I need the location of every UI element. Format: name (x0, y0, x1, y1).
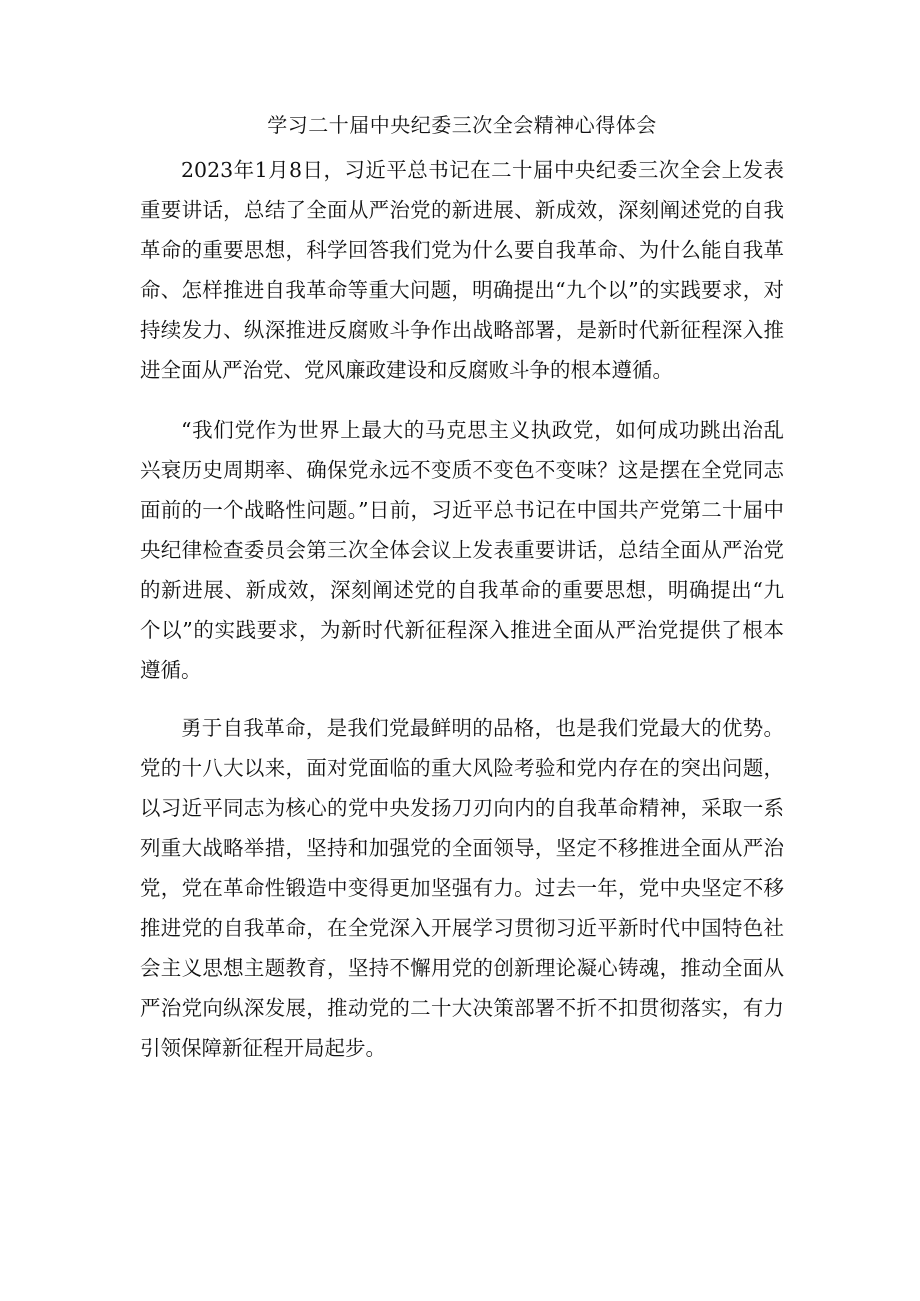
paragraph-3: 勇于自我革命，是我们党最鲜明的品格，也是我们党最大的优势。党的十八大以来，面对党面临的重大风险考验和党内存在的突出问题，以习近平同志为核心的党中央发扬刀刃向内的自我革命精神，采取一系列重大战略举措，坚持和加强党的全面领导，坚定不移推进全面从严治党，党在革命性锻造中变得更加坚强有力。过去一年，党中央坚定不移推进党的自我革命，在全党深入开展学习贯彻习近平新时代中国特色社会主义思想主题教育，坚持不懈用党的创新理论凝心铸魂，推动全面从严治党向纵深发展，推动党的二十大决策部署不折不扣贯彻落实，有力引领保障新征程开局起步。 (140, 716, 784, 1060)
document-page (140, 110, 784, 1086)
paragraph-2: “我们党作为世界上最大的马克思主义执政党，如何成功跳出治乱兴衰历史周期率、确保党永远不变质不变色不变味？这是摆在全党同志面前的一个战略性问题。”日前，习近平总书记在中国共产党第二十届中央纪律检查委员会第三次全体会议上发表重要讲话，总结全面从严治党的新进展、新成效，深刻阐述党的自我革命的重要思想，明确提出“九个以”的实践要求，为新时代新征程深入推进全面从严治党提供了根本遵循。 (140, 418, 784, 682)
paragraph-1: 2023年1月8日，习近平总书记在二十届中央纪委三次全会上发表重要讲话，总结了全面从严治党的新进展、新成效，深刻阐述党的自我革命的重要思想，科学回答我们党为什么要自我革命、为什么能自我革命、怎样推进自我革命等重大问题，明确提出“九个以”的实践要求，对持续发力、纵深推进反腐败斗争作出战略部署，是新时代新征程深入推进全面从严治党、党风廉政建设和反腐败斗争的根本遵循。 (140, 158, 784, 382)
document-title: 学习二十届中央纪委三次全会精神心得体会 (267, 113, 657, 137)
